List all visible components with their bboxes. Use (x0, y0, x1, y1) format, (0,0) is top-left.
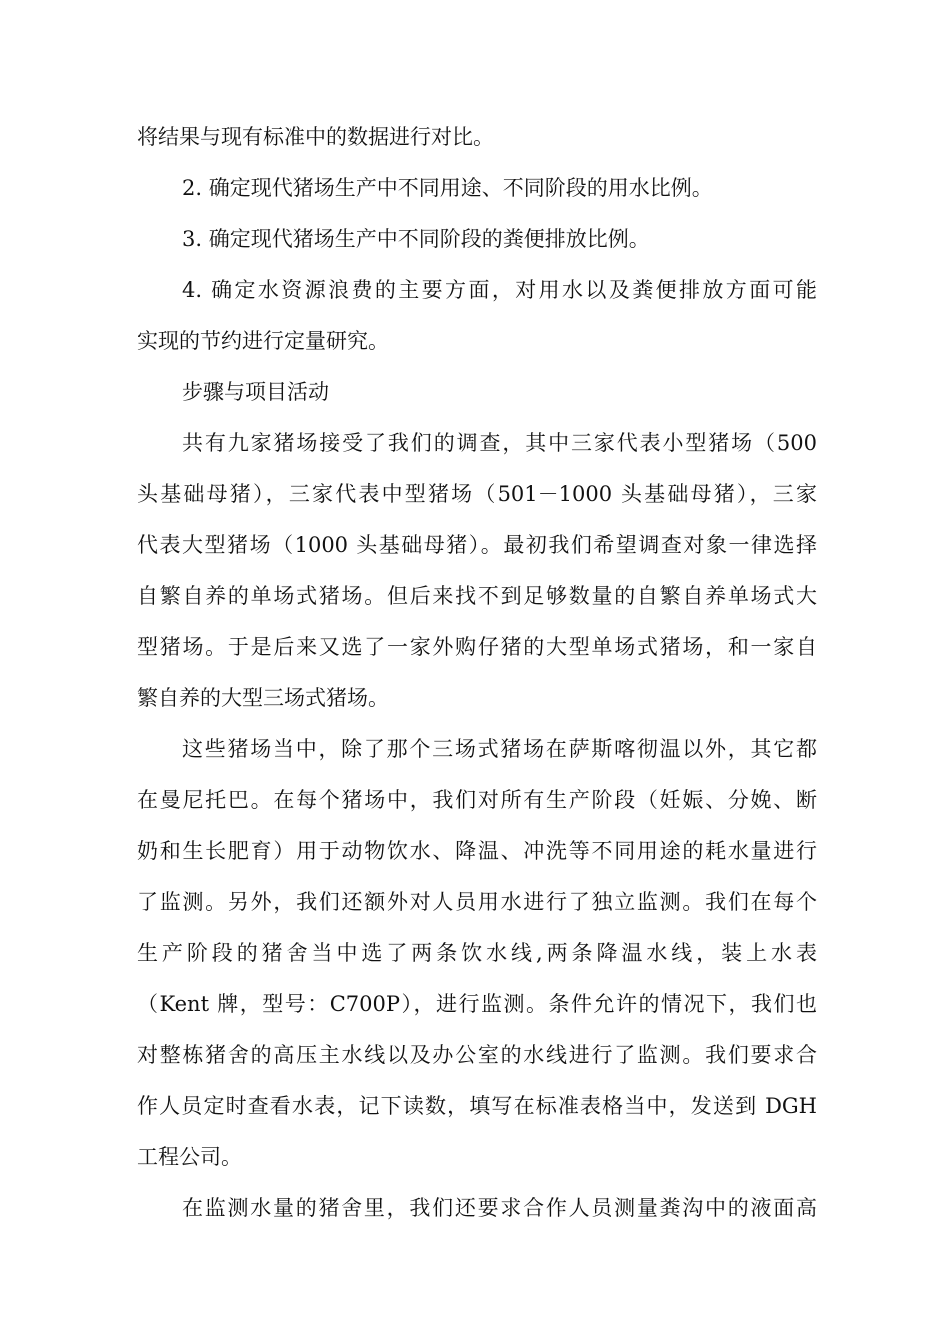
section-heading: 步骤与项目活动 (182, 380, 329, 404)
text-line: 型猪场。于是后来又选了一家外购仔猪的大型单场式猪场，和一家自 (137, 635, 817, 659)
text-line-objective-2: 2. 确定现代猪场生产中不同用途、不同阶段的用水比例。 (182, 176, 713, 200)
text-line-objective-3: 3. 确定现代猪场生产中不同阶段的粪便排放比例。 (182, 227, 650, 251)
text-line: 在曼尼托巴。在每个猪场中，我们对所有生产阶段（妊娠、分娩、断 (137, 788, 817, 812)
text-line: 作人员定时查看水表，记下读数，填写在标准表格当中，发送到 DGH (137, 1094, 817, 1118)
text-line: 自繁自养的单场式猪场。但后来找不到足够数量的自繁自养单场式大 (137, 584, 817, 608)
text-line: 奶和生长肥育）用于动物饮水、降温、冲洗等不同用途的耗水量进行 (137, 839, 817, 863)
text-line: 头基础母猪），三家代表中型猪场（501－1000 头基础母猪），三家 (137, 482, 817, 506)
body-text (137, 112, 817, 1234)
text-line: （Kent 牌，型号：C700P），进行监测。条件允许的情况下，我们也 (137, 992, 817, 1016)
paragraph-start: 在监测水量的猪舍里，我们还要求合作人员测量粪沟中的液面高 (182, 1196, 817, 1220)
text-line: 实现的节约进行定量研究。 (137, 329, 389, 353)
paragraph-start: 这些猪场当中，除了那个三场式猪场在萨斯喀彻温以外，其它都 (182, 737, 817, 761)
text-line: 生产阶段的猪舍当中选了两条饮水线,两条降温水线，装上水表 (137, 941, 817, 965)
text-line: 代表大型猪场（1000 头基础母猪）。最初我们希望调查对象一律选择 (137, 533, 817, 557)
text-line: 繁自养的大型三场式猪场。 (137, 686, 389, 710)
text-line: 工程公司。 (137, 1145, 242, 1169)
text-line: 对整栋猪舍的高压主水线以及办公室的水线进行了监测。我们要求合 (137, 1043, 817, 1067)
text-line-objective-4: 4. 确定水资源浪费的主要方面，对用水以及粪便排放方面可能 (182, 278, 817, 302)
text-line: 将结果与现有标准中的数据进行对比。 (137, 125, 494, 149)
paragraph-start: 共有九家猪场接受了我们的调查，其中三家代表小型猪场（500 (182, 431, 817, 455)
text-line: 了监测。另外，我们还额外对人员用水进行了独立监测。我们在每个 (137, 890, 817, 914)
